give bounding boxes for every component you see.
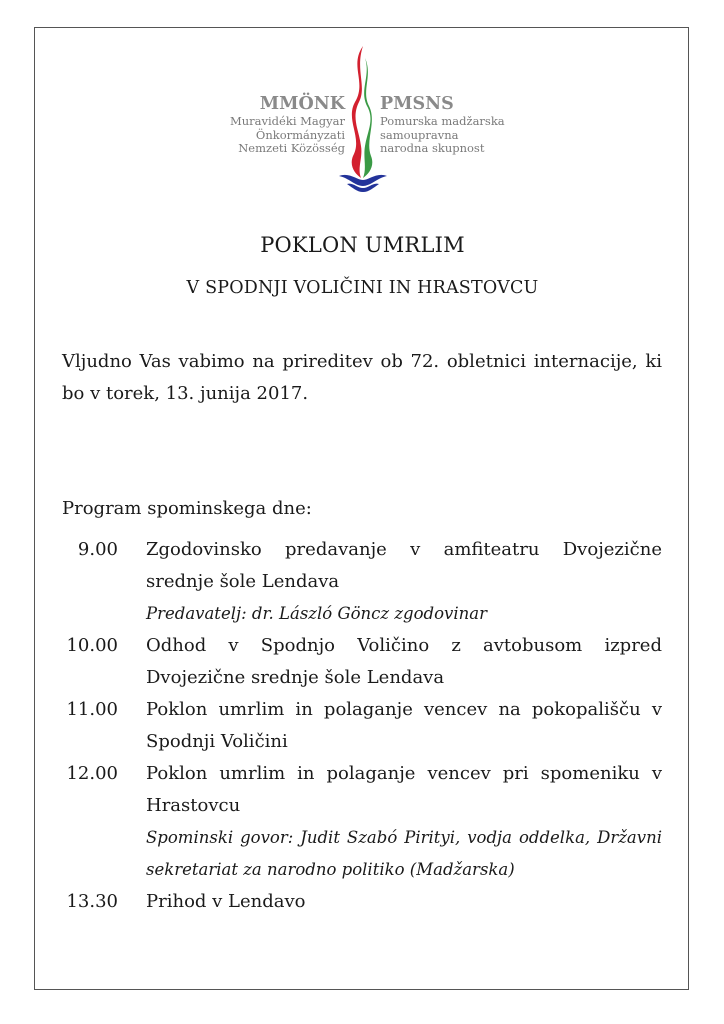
- program-text: Prihod v Lendavo: [146, 891, 306, 912]
- logo-right-line: narodna skupnost: [380, 141, 485, 155]
- page-title: POKLON UMRLIM: [260, 233, 465, 257]
- logo-left-line: Önkormányzati: [255, 127, 345, 142]
- logo-left-abbreviation: MMÖNK: [259, 94, 345, 114]
- program-description: [146, 534, 662, 630]
- program-item: [62, 758, 662, 886]
- program-time: 13.30: [66, 891, 118, 912]
- program-time: 9.00: [77, 539, 118, 560]
- program-time: 12.00: [66, 763, 118, 784]
- program-text: Odhod v Spodnjo Voličino z avtobusom izpred Dvojezične srednje šole Lendava: [146, 635, 662, 688]
- program-time: 10.00: [66, 635, 118, 656]
- program-list: [62, 534, 662, 918]
- program-description: [146, 758, 662, 886]
- program-item: [62, 886, 662, 918]
- program-description: [146, 630, 662, 694]
- program-note: Spominski govor: Judit Szabó Pirityi, vodja oddelka, Državni sekretariat za narodno politiko (Madžarska): [146, 828, 662, 879]
- logo-right-abbreviation: PMSNS: [380, 94, 454, 114]
- program-item: [62, 630, 662, 694]
- program-text: Zgodovinsko predavanje v amfiteatru Dvojezične srednje šole Lendava: [146, 539, 662, 592]
- program-heading: Program spominskega dne:: [62, 498, 312, 519]
- program-description: [146, 886, 662, 918]
- program-description: [146, 694, 662, 758]
- program-item: [62, 694, 662, 758]
- logo-slovenian-name: [380, 94, 505, 156]
- program-time: 11.00: [66, 699, 118, 720]
- program-note: Predavatelj: dr. László Göncz zgodovinar: [146, 604, 487, 623]
- logo-hungarian-name: [230, 94, 345, 156]
- program-text: Poklon umrlim in polaganje vencev pri spomeniku v Hrastovcu: [146, 763, 662, 816]
- logo-right-line: samoupravna: [380, 127, 459, 142]
- invitation-frame: [34, 27, 689, 990]
- program-item: [62, 534, 662, 630]
- invitation-text: Vljudno Vas vabimo na prireditev ob 72. obletnici internacije, ki bo v torek, 13. junija 2017.: [62, 351, 662, 404]
- logo-left-line: Muravidéki Magyar: [229, 114, 345, 128]
- logo-left-line: Nemzeti Közösség: [238, 141, 345, 155]
- logo-right-line: Pomurska madžarska: [380, 114, 505, 128]
- page-subtitle: V SPODNJI VOLIČINI IN HRASTOVCU: [186, 278, 539, 298]
- program-text: Poklon umrlim in polaganje vencev na pokopališču v Spodnji Voličini: [146, 699, 662, 752]
- organization-logo: [35, 28, 690, 203]
